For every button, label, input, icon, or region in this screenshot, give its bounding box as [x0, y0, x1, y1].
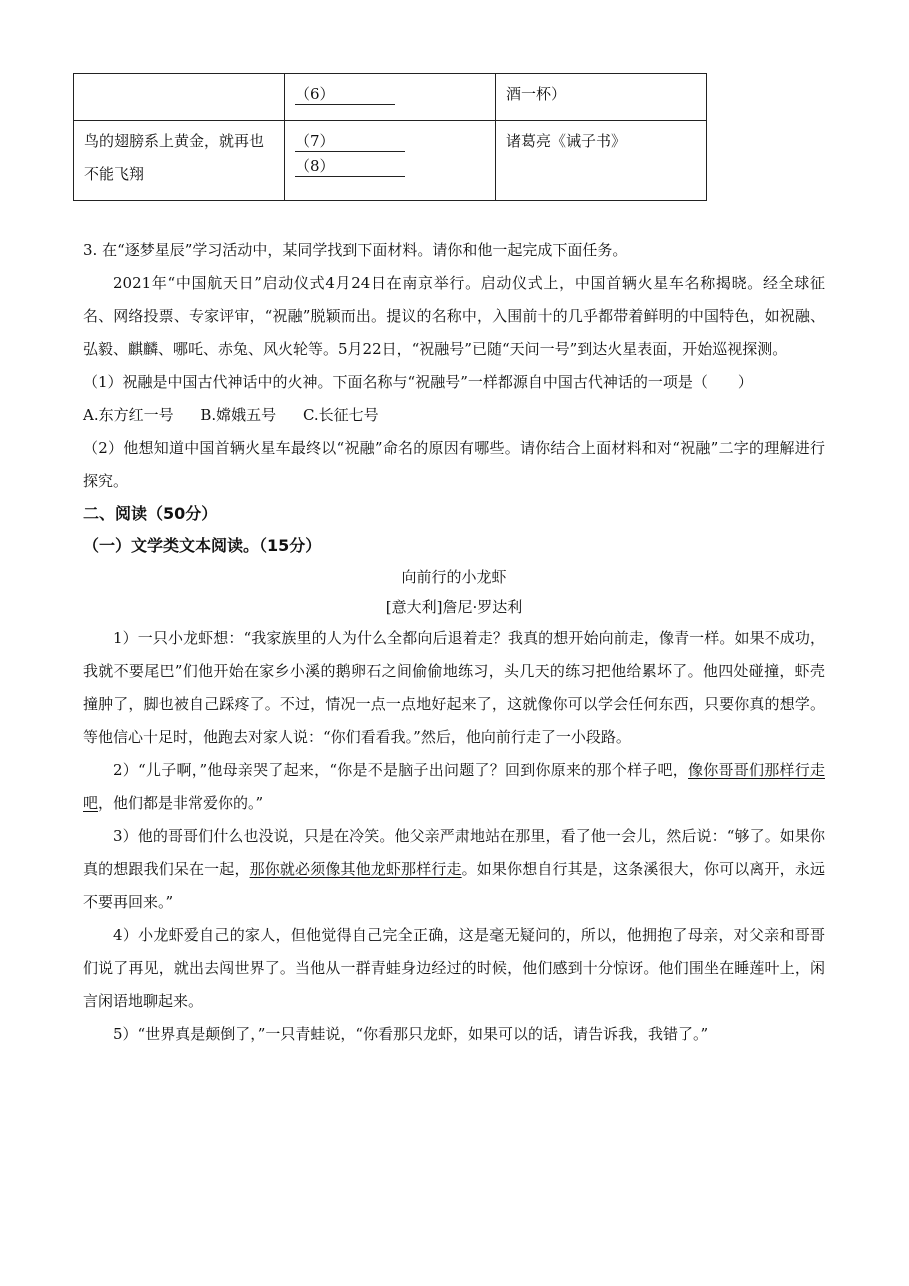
underlined-text: 像你哥哥们那样行走吧 — [83, 761, 825, 812]
story-paragraph-4: 4）小龙虾爱自己的家人，但他觉得自己完全正确，这是毫无疑问的，所以，他拥抱了母亲，对父亲和哥哥们说了再见，就出去闯世界了。当他从一群青蛙身边经过的时候，他们感到十分惊讶。他们围坐在睡莲叶上，闲言闲语地聊起来。 — [83, 926, 825, 1010]
option-c: C.长征七号 — [302, 406, 379, 424]
question-3-prompt: 3. 在“逐梦星辰”学习活动中，某同学找到下面材料。请你和他一起完成下面任务。 — [83, 241, 628, 259]
table-row — [74, 121, 707, 201]
story-paragraph-5: 5）“世界真是颠倒了，”一只青蛙说，“你看那只龙虾，如果可以的话，请告诉我，我错了。” — [113, 1025, 709, 1043]
quote-table — [73, 73, 707, 201]
story-paragraph-3: 3）他的哥哥们什么也没说，只是在冷笑。他父亲严肃地站在那里，看了他一会儿，然后说：“够了。如果你真的想跟我们呆在一起，那你就必须像其他龙虾那样行走。如果你想自行其是，这条溪很大，你可以离开，永远不要再回来。” — [83, 827, 825, 911]
option-b: B.嫦娥五号 — [200, 406, 277, 424]
table-cell — [285, 121, 496, 201]
fill-blank-7: （7） — [295, 131, 405, 152]
option-a: A.东方红一号 — [83, 406, 174, 424]
table-cell — [496, 121, 707, 201]
table-cell — [285, 74, 496, 121]
story-title: 向前行的小龙虾 — [401, 568, 507, 586]
underlined-text: 那你就必须像其他龙虾那样行走 — [249, 860, 462, 878]
story-paragraph-1: 1）一只小龙虾想：“我家族里的人为什么全都向后退着走？我真的想开始向前走，像青一样。如果不成功，我就不要尾巴”们他开始在家乡小溪的鹅卵石之间偷偷地练习，头几天的练习把他给累坏了。他四处碰撞，虾壳撞肿了，脚也被自己踩疼了。不过，情况一点一点地好起来了，这就像你可以学会任何东西，只要你真的想学。等他信心十足时，他跑去对家人说：“你们看看我。”然后，他向前行走了一小段路。 — [83, 629, 825, 746]
options-row — [83, 399, 825, 432]
fill-blank-8: （8） — [295, 156, 405, 177]
story-paragraph-2: 2）“儿子啊，”他母亲哭了起来，“你是不是脑子出问题了？回到你原来的那个样子吧，像你哥哥们那样行走吧，他们都是非常爱你的。” — [83, 761, 825, 812]
main-content — [83, 234, 825, 1051]
table-text: 鸟的翅膀系上黄金，就再也不能飞翔 — [84, 132, 265, 183]
subsection-heading: （一）文学类文本阅读。（15分） — [83, 536, 322, 555]
story-author: [意大利]詹尼·罗达利 — [385, 598, 523, 616]
material-paragraph: 2021年“中国航天日”启动仪式4月24日在南京举行。启动仪式上，中国首辆火星车名称揭晓。经全球征名、网络投票、专家评审，“祝融”脱颖而出。提议的名称中，入围前十的几乎都带着鲜明的中国特色，如祝融、弘毅、麒麟、哪吒、赤兔、风火轮等。5月22日，“祝融号”已随“天问一号”到达火星表面，开始巡视探测。 — [83, 274, 825, 358]
fill-blank-6: （6） — [295, 84, 395, 105]
table-cell — [496, 74, 707, 121]
sub-question-1: （1）祝融是中国古代神话中的火神。下面名称与“祝融号”一样都源自中国古代神话的一项是（ ） — [83, 373, 753, 391]
table-text: 酒一杯） — [506, 85, 567, 103]
table-cell — [74, 121, 285, 201]
table-text: 诸葛亮《诫子书》 — [506, 132, 627, 150]
section-heading: 二、阅读（50分） — [83, 504, 218, 523]
sub-question-2: （2）他想知道中国首辆火星车最终以“祝融”命名的原因有哪些。请你结合上面材料和对“祝融”二字的理解进行探究。 — [83, 439, 825, 490]
table-cell — [74, 74, 285, 121]
table-row — [74, 74, 707, 121]
